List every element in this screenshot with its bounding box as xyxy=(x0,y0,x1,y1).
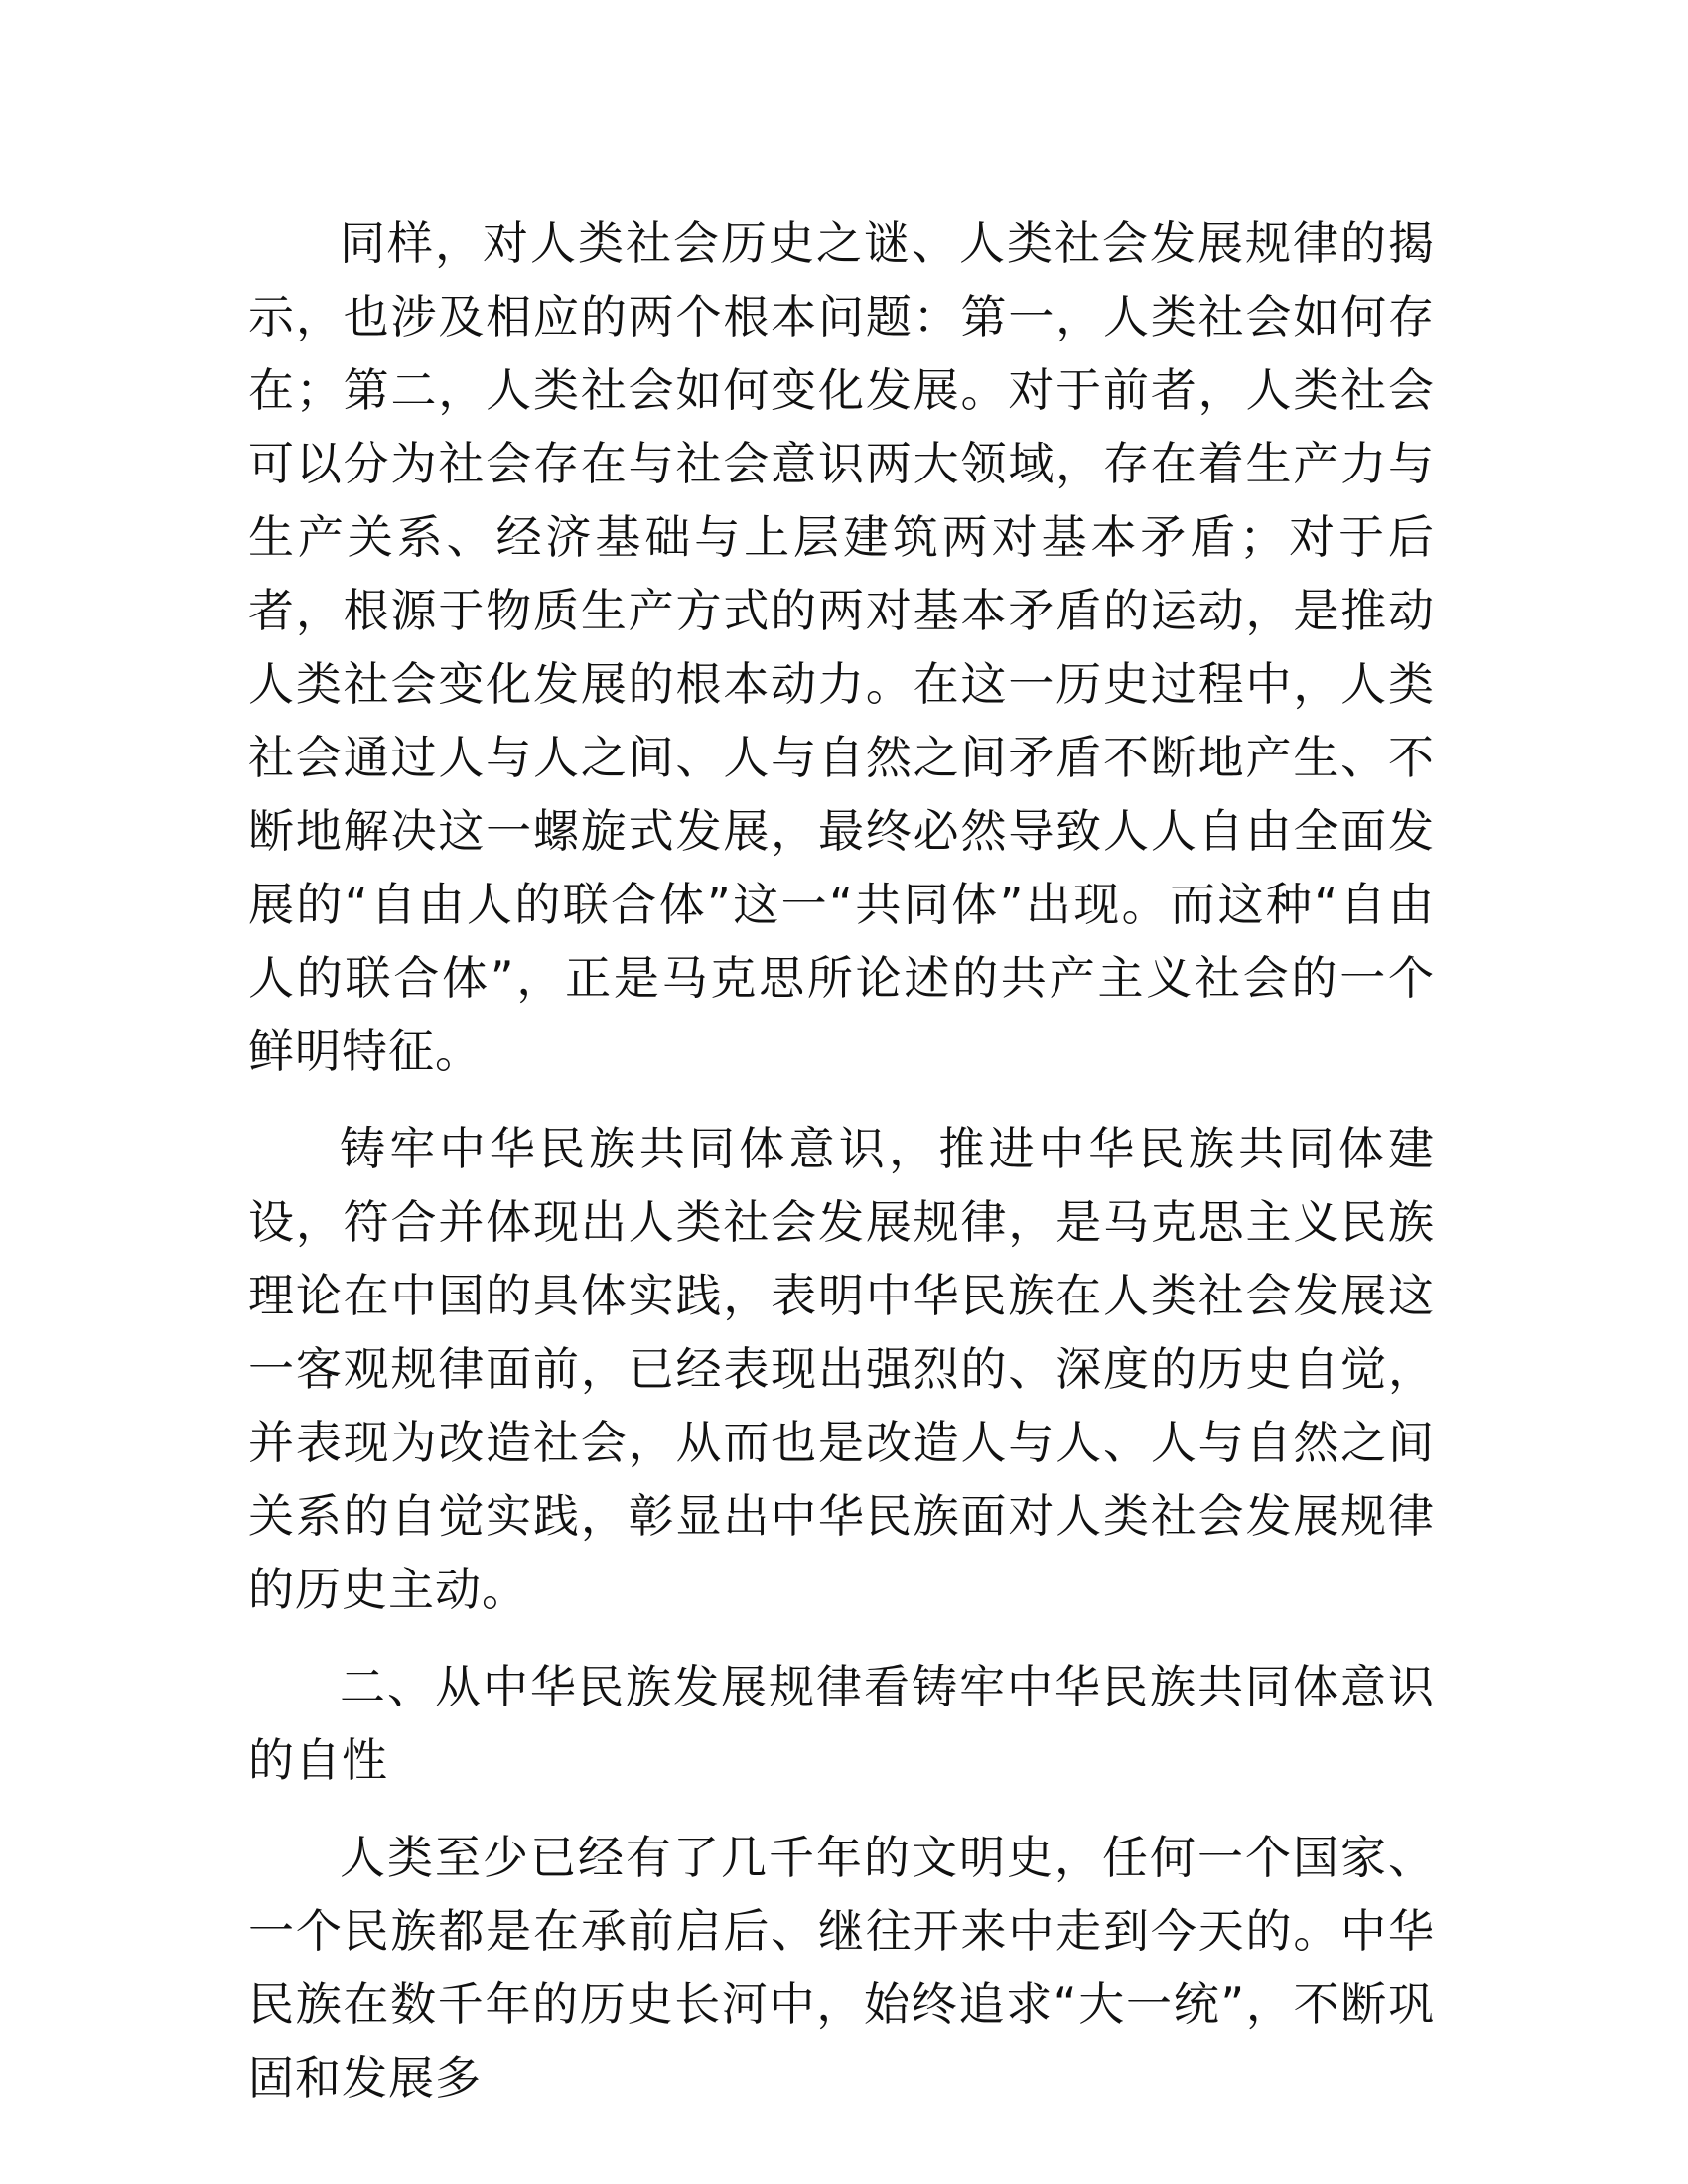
paragraph-social-laws: 同样，对人类社会历史之谜、人类社会发展规律的揭示，也涉及相应的两个根本问题：第一，人类社会如何存在；第二，人类社会如何变化发展。对于前者，人类社会可以分为社会存在与社会意识两大领域，存在着生产力与生产关系、经济基础与上层建筑两对基本矛盾；对于后者，根源于物质生产方式的两对基本矛盾的运动，是推动人类社会变化发展的根本动力。在这一历史过程中，人类社会通过人与人之间、人与自然之间矛盾不断地产生、不断地解决这一螺旋式发展，最终必然导致人人自由全面发展的“自由人的联合体”这一“共同体”出现。而这种“自由人的联合体”，正是马克思所论述的共产主义社会的一个鲜明特征。 xyxy=(248,216,1435,1078)
paragraph-community-consciousness: 铸牢中华民族共同体意识，推进中华民族共同体建设，符合并体现出人类社会发展规律，是马克思主义民族理论在中国的具体实践，表明中华民族在人类社会发展这一客观规律面前，已经表现出强烈的、深度的历史自觉，并表现为改造社会，从而也是改造人与人、人与自然之间关系的自觉实践，彰显出中华民族面对人类社会发展规律的历史主动。 xyxy=(248,1122,1435,1616)
paragraph-civilization-history: 人类至少已经有了几千年的文明史，任何一个国家、一个民族都是在承前启后、继往开来中走到今天的。中华民族在数千年的历史长河中，始终追求“大一统”，不断巩固和发展多 xyxy=(248,1831,1435,2105)
document-body xyxy=(248,206,1435,2138)
section-heading: 二、从中华民族发展规律看铸牢中华民族共同体意识的自性 xyxy=(248,1660,1435,1787)
